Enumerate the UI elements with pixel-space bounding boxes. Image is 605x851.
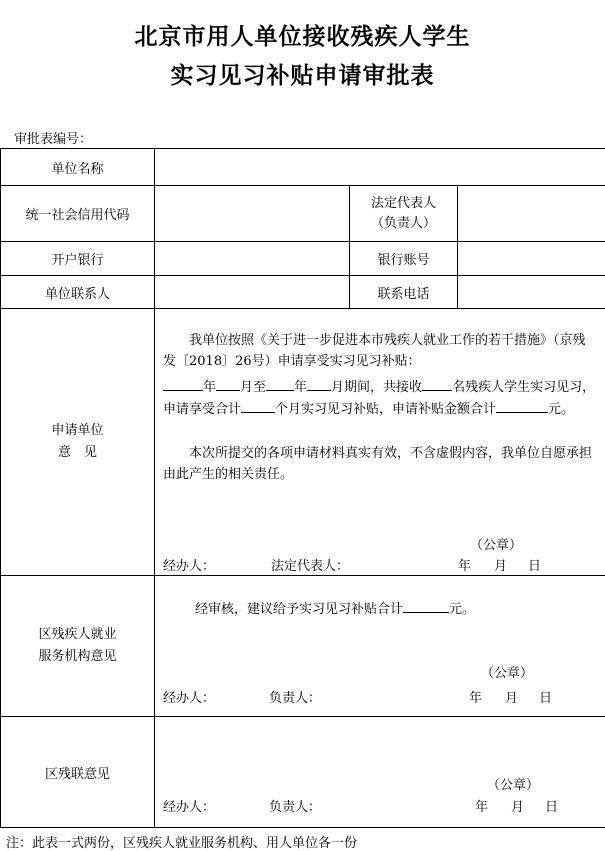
applicant-year: 年 (458, 559, 472, 574)
bank-field[interactable] (155, 242, 350, 276)
contact-field[interactable] (155, 276, 350, 309)
students-blank[interactable] (422, 376, 452, 391)
district-federation-month: 月 (511, 800, 525, 815)
applicant-paragraph-1: 我单位按照《关于进一步促进本市残疾人就业工作的若干措施》（京残发〔2018〕26号）申请享受实习见习补贴： (163, 333, 586, 369)
district-service-seal: （公章） (481, 666, 534, 681)
applicant-opinion-cell[interactable] (155, 309, 605, 576)
end-year-blank[interactable] (266, 376, 294, 391)
district-federation-day: 日 (545, 800, 559, 815)
phone-label: 联系电话 (350, 276, 458, 309)
district-federation-label: 区残联意见 (1, 717, 155, 828)
district-federation-cell[interactable] (155, 717, 605, 828)
district-service-sentence: 经审核，建议给予实习见习补贴合计 (195, 602, 404, 617)
applicant-label-line1: 申请单位 (51, 423, 104, 438)
end-year-text: 年 (294, 380, 308, 395)
application-form-table (0, 148, 605, 828)
district-federation-handler: 经办人： (163, 800, 216, 815)
bank-label: 开户银行 (1, 242, 155, 276)
district-service-text (195, 598, 475, 617)
students-text: 名残疾人学生实习见习，申请享受合计 (163, 380, 596, 417)
district-service-yuan: 元。 (449, 602, 476, 617)
account-field[interactable] (458, 242, 605, 276)
applicant-seal: （公章） (470, 538, 523, 553)
legal-rep-field[interactable] (458, 186, 605, 242)
end-month-text: 月期间，共接收 (331, 380, 423, 395)
applicant-handler-label: 经办人： (163, 559, 216, 574)
end-month-blank[interactable] (307, 376, 331, 391)
district-service-responsible: 负责人： (269, 691, 322, 706)
credit-code-field[interactable] (155, 186, 350, 242)
district-federation-seal: （公章） (487, 778, 540, 793)
applicant-label-line2: 意 见 (57, 445, 97, 460)
legal-rep-label (350, 186, 458, 242)
legal-rep-label-line1: 法定代表人 (370, 195, 436, 211)
district-federation-year: 年 (475, 800, 489, 815)
district-service-year: 年 (469, 691, 483, 706)
district-service-label-line2: 服务机构意见 (38, 649, 117, 664)
start-year-text: 年 (203, 380, 217, 395)
applicant-legal-label: 法定代表人： (271, 559, 350, 574)
applicant-day: 日 (528, 559, 542, 574)
district-federation-responsible: 负责人： (269, 800, 322, 815)
applicant-opinion-label (1, 309, 155, 576)
subsidy-months-text: 个月实习见习补贴，申请补贴金额合计 (275, 402, 497, 417)
form-title-line2: 实习见习补贴申请审批表 (170, 63, 435, 89)
start-year-blank[interactable] (163, 376, 203, 391)
district-service-label-line1: 区残疾人就业 (38, 627, 117, 642)
district-amount-blank[interactable] (403, 598, 449, 613)
amount-yuan-text: 元。 (548, 402, 575, 417)
district-service-month: 月 (505, 691, 519, 706)
legal-rep-label-line2: （负责人） (370, 215, 436, 231)
unit-name-label: 单位名称 (1, 149, 155, 186)
district-service-day: 日 (539, 691, 553, 706)
district-service-cell[interactable] (155, 576, 605, 717)
phone-field[interactable] (458, 276, 605, 309)
applicant-month: 月 (494, 559, 508, 574)
applicant-paragraph-3: 本次所提交的各项申请材料真实有效，不含虚假内容，我单位自愿承担由此产生的相关责任。 (163, 446, 593, 482)
applicant-paragraph-2 (163, 376, 597, 420)
amount-blank[interactable] (496, 398, 548, 413)
account-label: 银行账号 (350, 242, 458, 276)
footnote: 注：此表一式两份，区残疾人就业服务机构、用人单位各一份 (6, 836, 358, 851)
contact-label: 单位联系人 (1, 276, 155, 309)
start-month-text: 月至 (240, 380, 267, 395)
district-service-label (1, 576, 155, 717)
district-service-handler: 经办人： (163, 691, 216, 706)
start-month-blank[interactable] (216, 376, 240, 391)
unit-name-field[interactable] (155, 149, 605, 186)
months-blank[interactable] (241, 398, 275, 413)
credit-code-label: 统一社会信用代码 (1, 186, 155, 242)
serial-number-label: 审批表编号： (14, 132, 93, 147)
form-title-line1: 北京市用人单位接收残疾人学生 (134, 24, 471, 50)
